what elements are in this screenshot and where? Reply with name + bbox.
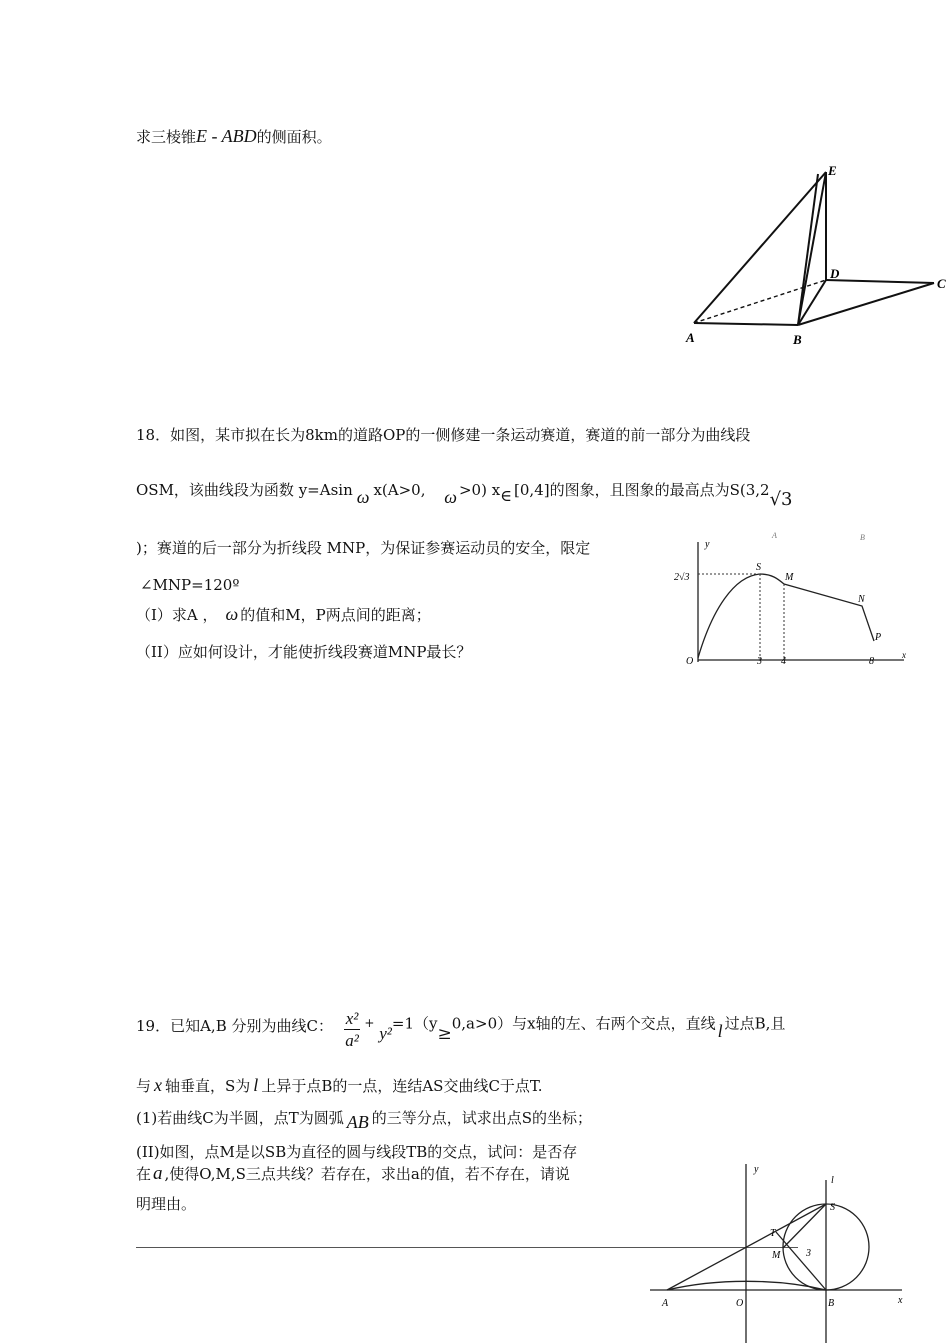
q18-l2-c: >0) x	[458, 481, 501, 499]
q18-l2-d: [0,4]的图象，且图象的最高点为S(3,2	[514, 481, 770, 499]
label-b: B	[793, 332, 802, 347]
tick-3-label: 3	[757, 656, 762, 667]
sine-track-figure	[672, 528, 912, 688]
q19-p1-b: 的三等分点，试求出点S的坐标；	[371, 1109, 593, 1127]
origin-label: O	[736, 1298, 744, 1309]
prev-math-e-abd: E - ABD	[196, 126, 257, 146]
tick-8-label: 8	[869, 656, 874, 667]
y-max-label: 2√3	[674, 572, 690, 583]
q19-l2-a: 与	[136, 1077, 152, 1095]
axis-y-label: y	[705, 539, 710, 550]
ellipse-circle-figure	[640, 1158, 920, 1344]
point-t-label: T	[770, 1228, 776, 1239]
prev-text-post: 的侧面积。	[256, 128, 332, 146]
q18-l2-a: OSM，该曲线段为函数 y=Asin	[136, 481, 353, 499]
q19-l1-d: 过点B,且	[724, 1014, 786, 1033]
plus-sign: +	[364, 1015, 375, 1030]
q19-l1-c: 0,a>0）与x轴的左、右两个交点，直线	[451, 1014, 716, 1033]
omega-symbol: ω	[225, 604, 239, 624]
q19-part-2-line-1: (II)如图，点M是以SB为直径的圆与线段TB的交点，试问：是否存	[136, 1143, 578, 1161]
q19-l2-b: 轴垂直，S为	[165, 1077, 251, 1095]
sqrt3: √3	[769, 489, 793, 510]
point-s-label: S	[830, 1202, 835, 1213]
omega-symbol: ω	[356, 487, 370, 507]
q19-l1-a: 19．已知A,B 分别为曲线C：	[136, 1016, 333, 1035]
fraction-x2-over-a2	[344, 1009, 361, 1052]
faint-b-label: B	[860, 533, 865, 542]
q18-line-2	[136, 479, 793, 510]
tick-4-label: 4	[781, 656, 786, 667]
point-s-label: S	[756, 562, 761, 573]
q18-l2-b: x(A>0,	[373, 481, 426, 499]
line-l-symbol: l	[717, 1020, 723, 1041]
q18-line-1: 18．如图，某市拟在长为8km的道路OP的一侧修建一条运动赛道，赛道的前一部分为曲线段	[136, 426, 751, 444]
q18-part-1	[136, 604, 431, 625]
q19-p2-b: ,使得O,M,S三点共线？若存在，求出a的值，若不存在，请说	[164, 1165, 570, 1183]
q18-part-2: （II）应如何设计，才能使折线段赛道MNP最长？	[136, 643, 472, 661]
point-m-label: M	[785, 572, 794, 583]
line-l-symbol: l	[253, 1075, 259, 1095]
element-of-symbol: ∈	[500, 486, 513, 505]
faint-a-label: A	[772, 531, 777, 540]
origin-label: O	[686, 656, 694, 667]
point-n-label: N	[858, 594, 865, 605]
q19-part-2-line-2	[136, 1164, 570, 1184]
frac-denominator: a²	[345, 1031, 359, 1050]
y-squared: y²	[379, 1023, 392, 1043]
marker-3-label: 3	[806, 1248, 811, 1259]
point-b-label: B	[828, 1298, 835, 1309]
axis-y-label: y	[754, 1164, 759, 1175]
q19-p2-a: 在	[136, 1165, 152, 1183]
point-a-label: A	[662, 1298, 669, 1309]
q18-p1-a: （I）求A ，	[136, 606, 218, 624]
axis-x-label: x	[898, 1295, 903, 1306]
point-p-label: P	[875, 632, 882, 643]
pyramid-figure	[680, 160, 950, 350]
q19-line-1	[136, 1003, 785, 1053]
ge-symbol: ≥	[437, 1023, 452, 1044]
axis-x-label: x	[902, 650, 906, 660]
arc-ab-symbol: AB	[346, 1112, 369, 1132]
point-m-label: M	[772, 1250, 781, 1261]
a-symbol: a	[153, 1163, 163, 1184]
label-d: D	[830, 266, 840, 281]
line-l-label: l	[831, 1175, 834, 1186]
q18-p1-b: 的值和M，P两点间的距离；	[240, 606, 431, 624]
frac-numerator: x²	[345, 1009, 359, 1028]
x-symbol: x	[154, 1075, 163, 1095]
q19-part-2-line-3: 明理由。	[136, 1195, 197, 1213]
label-a: A	[686, 330, 695, 345]
q19-p1-a: (1)若曲线C为半圆，点T为圆弧	[136, 1109, 344, 1127]
q18-line-4: ∠MNP=120º	[140, 576, 240, 594]
prev-question-line	[136, 126, 332, 147]
q19-l1-b: =1（y	[391, 1014, 438, 1033]
q19-line-2	[136, 1075, 543, 1096]
q19-l2-c: 上异于点B的一点，连结AS交曲线C于点T.	[261, 1077, 543, 1095]
label-c: C	[937, 276, 946, 291]
omega-symbol: ω	[444, 487, 457, 507]
q19-part-1	[136, 1107, 593, 1132]
label-e: E	[828, 163, 837, 178]
prev-text-pre: 求三棱锥	[136, 128, 197, 146]
q18-line-3: )；赛道的后一部分为折线段 MNP，为保证参赛运动员的安全，限定	[136, 539, 591, 557]
